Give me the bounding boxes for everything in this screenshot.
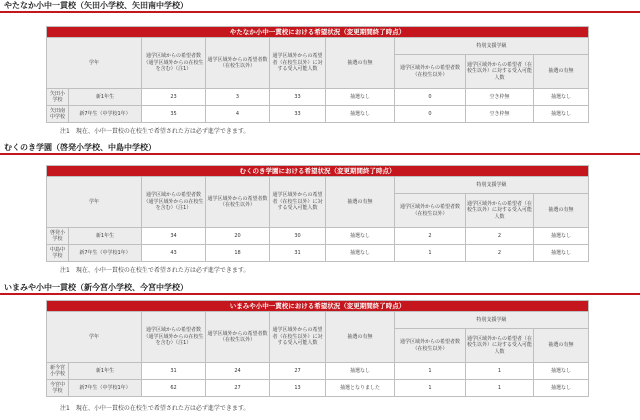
cell-capacity: 31 [270,245,326,262]
header-sp-out-district: 通学区域外からの希望者数（在校生以外） [395,55,466,89]
header-out-district: 通学区域外からの希望者数（在校生以外） [206,38,270,89]
section-mukunoki [0,142,640,155]
cell-lottery: 抽選となりました [326,380,395,397]
cell-sp-out-district: 2 [395,228,466,245]
cell-in-district: 34 [142,228,206,245]
cell-lottery: 抽選なし [326,363,395,380]
table-mukunoki [46,165,589,262]
grade-label: 新7年生（中学校1年） [69,380,142,397]
cell-out-district: 24 [206,363,270,380]
cell-capacity: 27 [270,363,326,380]
table-title: やたなか小中一貫校における希望状況（変更期間終了時点） [47,27,589,38]
header-out-district: 通学区域外からの希望者数（在校生以外） [206,312,270,363]
header-capacity: 通学区域外からの希望者（在校生以外）に対する受入可能人数 [270,177,326,228]
table-yatanaka [46,26,589,123]
header-in-district: 通学区域からの希望者数（通学区域外からの在校生を含む）（注1） [142,312,206,363]
cell-capacity: 13 [270,380,326,397]
cell-lottery: 抽選なし [326,89,395,106]
header-special: 特別支援学級 [395,38,589,55]
header-in-district: 通学区域からの希望者数（通学区域外からの在校生を含む）（注1） [142,177,206,228]
header-sp-capacity: 通学区域外からの希望者（在校生以外）に対する受入可能人数 [466,194,534,228]
table-imamiya [46,300,589,397]
cell-sp-out-district: 1 [395,245,466,262]
cell-in-district: 62 [142,380,206,397]
section-heading: いまみや小中一貫校（新今宮小学校、今宮中学校） [0,282,640,295]
cell-sp-lottery: 抽選なし [534,245,589,262]
grade-label: 新7年生（中学校1年） [69,245,142,262]
school-name: 中島中学校 [47,245,69,262]
table-note: 注1 現在、小中一貫校の在校生で希望された方は必ず進学できます。 [60,405,250,412]
cell-lottery: 抽選なし [326,228,395,245]
section-yatanaka [0,0,640,13]
cell-sp-capacity: 2 [466,228,534,245]
cell-sp-lottery: 抽選なし [534,89,589,106]
cell-in-district: 31 [142,363,206,380]
header-grade: 学年 [47,312,142,363]
school-name: 矢田南中学校 [47,106,69,123]
header-lottery: 抽選の有無 [326,312,395,363]
header-grade: 学年 [47,38,142,89]
grade-label: 新1年生 [69,363,142,380]
cell-sp-out-district: 0 [395,106,466,123]
table-title: むくのき学園における希望状況（変更期間終了時点） [47,166,589,177]
header-in-district: 通学区域からの希望者数（通学区域外からの在校生を含む）（注1） [142,38,206,89]
table-note: 注1 現在、小中一貫校の在校生で希望された方は必ず進学できます。 [60,267,250,274]
table-row [47,106,589,123]
header-sp-lottery: 抽選の有無 [534,329,589,363]
cell-in-district: 43 [142,245,206,262]
grade-label: 新1年生 [69,89,142,106]
grade-label: 新7年生（中学校1年） [69,106,142,123]
cell-sp-out-district: 0 [395,89,466,106]
cell-out-district: 4 [206,106,270,123]
cell-capacity: 30 [270,228,326,245]
header-special: 特別支援学級 [395,312,589,329]
cell-out-district: 18 [206,245,270,262]
header-lottery: 抽選の有無 [326,177,395,228]
school-name: 新今宮小学校 [47,363,69,380]
cell-in-district: 23 [142,89,206,106]
cell-capacity: 33 [270,89,326,106]
cell-sp-lottery: 抽選なし [534,228,589,245]
header-grade: 学年 [47,177,142,228]
section-heading: やたなか小中一貫校（矢田小学校、矢田南中学校） [0,0,640,13]
section-imamiya [0,282,640,295]
cell-sp-out-district: 1 [395,363,466,380]
header-sp-capacity: 通学区域外からの希望者（在校生以外）に対する受入可能人数 [466,55,534,89]
cell-lottery: 抽選なし [326,245,395,262]
cell-out-district: 20 [206,228,270,245]
header-lottery: 抽選の有無 [326,38,395,89]
cell-sp-lottery: 抽選なし [534,363,589,380]
header-special: 特別支援学級 [395,177,589,194]
school-name: 今宮中学校 [47,380,69,397]
table-note: 注1 現在、小中一貫校の在校生で希望された方は必ず進学できます。 [60,128,250,135]
cell-sp-lottery: 抽選なし [534,380,589,397]
table-row [47,228,589,245]
cell-sp-capacity: 空き枠無 [466,106,534,123]
header-sp-lottery: 抽選の有無 [534,55,589,89]
table-row [47,363,589,380]
table-row [47,380,589,397]
cell-sp-capacity: 空き枠無 [466,89,534,106]
header-sp-capacity: 通学区域外からの希望者（在校生以外）に対する受入可能人数 [466,329,534,363]
header-sp-out-district: 通学区域外からの希望者数（在校生以外） [395,329,466,363]
header-capacity: 通学区域外からの希望者（在校生以外）に対する受入可能人数 [270,38,326,89]
cell-sp-out-district: 1 [395,380,466,397]
cell-sp-capacity: 2 [466,245,534,262]
cell-lottery: 抽選なし [326,106,395,123]
table-title: いまみや小中一貫校における希望状況（変更期間終了時点） [47,301,589,312]
grade-label: 新1年生 [69,228,142,245]
cell-capacity: 33 [270,106,326,123]
cell-out-district: 27 [206,380,270,397]
header-capacity: 通学区域外からの希望者（在校生以外）に対する受入可能人数 [270,312,326,363]
table-row [47,245,589,262]
header-sp-out-district: 通学区域外からの希望者数（在校生以外） [395,194,466,228]
cell-sp-capacity: 1 [466,363,534,380]
header-out-district: 通学区域外からの希望者数（在校生以外） [206,177,270,228]
header-sp-lottery: 抽選の有無 [534,194,589,228]
school-name: 啓発小学校 [47,228,69,245]
section-heading: むくのき学園（啓発小学校、中島中学校） [0,142,640,155]
school-name: 矢田小学校 [47,89,69,106]
cell-out-district: 3 [206,89,270,106]
cell-sp-capacity: 1 [466,380,534,397]
cell-sp-lottery: 抽選なし [534,106,589,123]
cell-in-district: 35 [142,106,206,123]
table-row [47,89,589,106]
